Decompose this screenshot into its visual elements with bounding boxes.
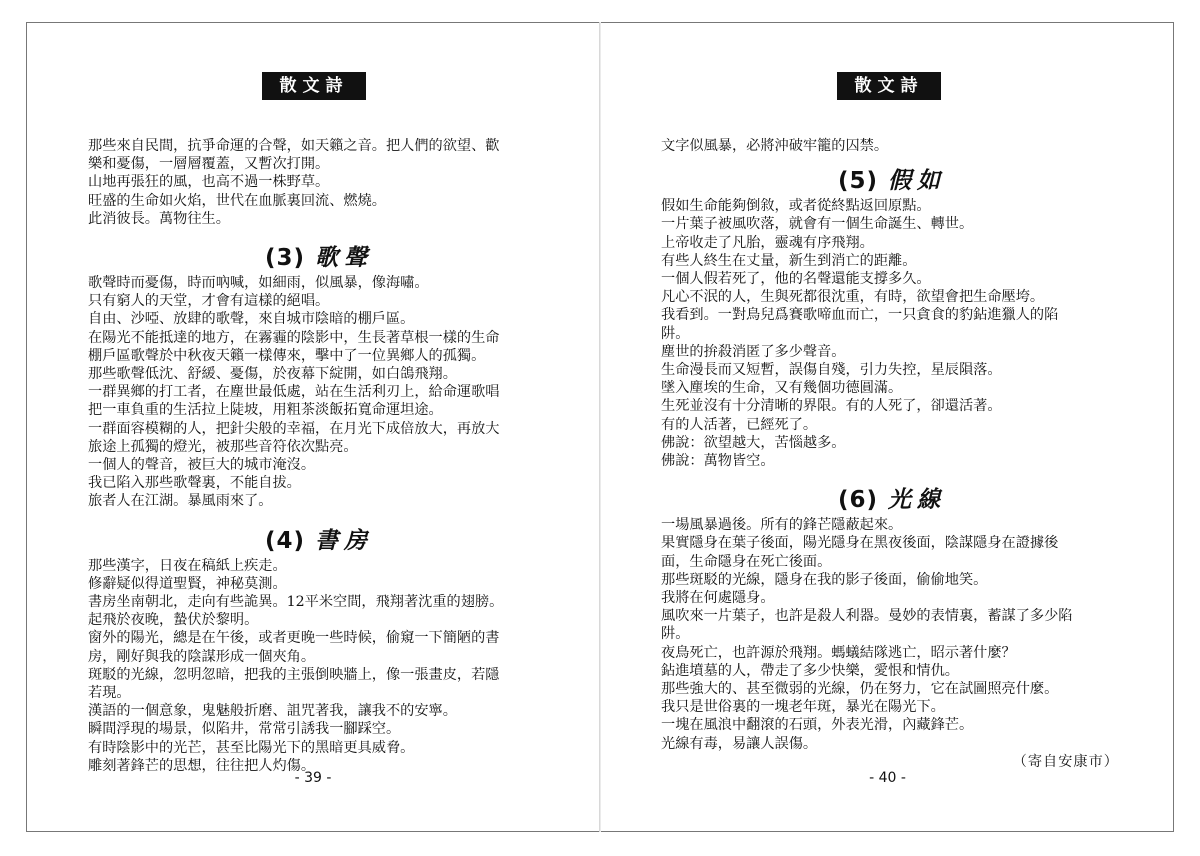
left-page-content xyxy=(88,137,550,775)
text-line: 塵世的拚殺消匿了多少聲音。 xyxy=(661,343,846,360)
text-line: 只有窮人的天堂，才會有這樣的絕唱。 xyxy=(88,293,330,310)
text-line: 旺盛的生命如火焰，世代在血脈裏回流、燃燒。 xyxy=(88,192,386,209)
text-line: 阱。 xyxy=(661,626,690,643)
text-line: 風吹來一片葉子，也許是殺人利器。曼妙的表情裏，蓄謀了多少陷 xyxy=(661,608,1073,625)
left-intro xyxy=(88,137,550,228)
poem-heading-5 xyxy=(661,167,1123,195)
text-line: 斑駁的光線，忽明忽暗，把我的主張倒映牆上，像一張畫皮，若隱 xyxy=(88,666,500,683)
poem-heading-4 xyxy=(88,527,550,555)
text-line: 瞬間浮現的場景，似陷井，常常引誘我一腳踩空。 xyxy=(88,721,401,738)
poem-heading-3 xyxy=(88,244,550,272)
text-line: 假如生命能夠倒敘，或者從終點返回原點。 xyxy=(661,198,931,215)
text-line: 文字似風暴，必將沖破牢籠的囚禁。 xyxy=(661,138,889,154)
text-line: 窗外的陽光，總是在午後，或者更晚一些時候，偷窺一下簡陋的書 xyxy=(88,630,500,647)
text-line: 那些漢字，日夜在稿紙上疾走。 xyxy=(88,557,287,574)
text-line: 阱。 xyxy=(661,325,690,342)
text-line: 一片葉子被風吹落，就會有一個生命誕生、轉世。 xyxy=(661,216,974,233)
text-line: 上帝收走了凡胎，靈魂有序飛翔。 xyxy=(661,234,874,251)
text-line: 在陽光不能抵達的地方，在霧霾的陰影中，生長著草根一樣的生命 xyxy=(88,329,500,346)
page-number: - 39 - xyxy=(294,770,332,786)
page-number: - 40 - xyxy=(869,770,906,786)
poem-title: 假如 xyxy=(888,167,947,195)
text-line: 面，生命隱身在死亡後面。 xyxy=(661,553,832,570)
poem-number: (6) xyxy=(837,487,879,514)
text-line: 那些來自民間，抗爭命運的合聲，如天籟之音。把人們的欲望、歡 xyxy=(88,138,500,154)
section-header-label: 散文詩 xyxy=(262,72,366,100)
poem-title: 歌聲 xyxy=(315,244,374,272)
text-line: 自由、沙啞、放肆的歌聲，來自城市陰暗的棚戶區。 xyxy=(88,311,415,328)
poem-title: 光線 xyxy=(888,486,947,514)
text-line: 有些人終生在丈量，新生到消亡的距離。 xyxy=(661,252,917,269)
text-line: 鉆進墳墓的人，帶走了多少快樂，愛恨和情仇。 xyxy=(661,662,959,679)
text-line: 有時陰影中的光芒，甚至比陽光下的黑暗更具威脅。 xyxy=(88,739,415,756)
text-line: 果實隱身在葉子後面，陽光隱身在黑夜後面，陰謀隱身在證據後 xyxy=(661,535,1059,552)
text-line: 一群面容模糊的人，把針尖般的幸福，在月光下成倍放大，再放大 xyxy=(88,420,500,437)
poem-number: (3) xyxy=(264,245,306,272)
text-line: 我只是世俗裏的一塊老年斑，暴光在陽光下。 xyxy=(661,699,945,716)
section-header-label: 散文詩 xyxy=(837,72,941,100)
text-line: 此消彼長。萬物往生。 xyxy=(88,210,230,227)
text-line: 修辭疑似得道聖賢，神秘莫測。 xyxy=(88,575,287,592)
text-line: 佛說：萬物皆空。 xyxy=(661,453,775,470)
author-location-signoff: （寄自安康市） xyxy=(1012,753,1119,770)
text-line: 夜鳥死亡，也許源於飛翔。螞蟻結隊逃亡，昭示著什麼？ xyxy=(661,644,1016,661)
text-line: 旅者人在江湖。暴風雨來了。 xyxy=(88,493,273,510)
text-line: 一場風暴過後。所有的鋒芒隱蔽起來。 xyxy=(661,517,903,534)
text-line: 起飛於夜晚，蟄伏於黎明。 xyxy=(88,612,259,629)
text-line: 旅途上孤獨的燈光，被那些音符依次點亮。 xyxy=(88,438,358,455)
text-line: 有的人活著，已經死了。 xyxy=(661,416,818,433)
poem-title: 書房 xyxy=(315,526,374,554)
text-line: 一個人假若死了，他的名聲還能支撐多久。 xyxy=(661,271,931,288)
poem-number: (5) xyxy=(837,168,879,195)
poem-body-6 xyxy=(661,516,1123,753)
text-line: 山地再張狂的風，也高不過一株野草。 xyxy=(88,174,330,191)
poem-body-5 xyxy=(661,197,1123,470)
text-line: 佛說：欲望越大，苦惱越多。 xyxy=(661,434,846,451)
right-intro xyxy=(661,137,1123,155)
text-line: 一群異鄉的打工者，在塵世最低處，站在生活利刃上，給命運歌唱 xyxy=(88,384,500,401)
text-line: 凡心不泯的人，生與死都很沈重，有時，欲望會把生命壓垮。 xyxy=(661,289,1045,306)
left-page xyxy=(26,22,600,832)
text-line: 那些強大的、甚至微弱的光線，仍在努力，它在試圖照亮什麼。 xyxy=(661,681,1059,698)
text-line: 一個人的聲音，被巨大的城市淹沒。 xyxy=(88,457,316,474)
right-page-content xyxy=(661,137,1123,771)
text-line: 我看到。一對鳥兒爲賽歌啼血而亡，一只貪食的豹鉆進獵人的陷 xyxy=(661,307,1059,324)
text-line: 生死並沒有十分清晰的界限。有的人死了，卻還活著。 xyxy=(661,398,1002,415)
text-line: 生命漫長而又短暫，誤傷自殘，引力失控，星辰隕落。 xyxy=(661,362,1002,379)
poem-number: (4) xyxy=(264,527,306,554)
poem-heading-6 xyxy=(661,486,1123,514)
text-line: 那些歌聲低沈、舒緩、憂傷，於夜幕下綻開，如白鴿飛翔。 xyxy=(88,366,457,383)
text-line: 歌聲時而憂傷，時而吶喊，如細雨，似風暴，像海嘯。 xyxy=(88,275,429,292)
poem-body-3 xyxy=(88,274,550,511)
right-page xyxy=(601,22,1174,832)
text-line: 雕刻著鋒芒的思想，往往把人灼傷。 xyxy=(88,757,316,774)
text-line: 我將在何處隱身。 xyxy=(661,590,775,607)
text-line: 一塊在風浪中翻滾的石頭，外表光滑，內藏鋒芒。 xyxy=(661,717,974,734)
text-line: 書房坐南朝北，走向有些詭異。12平米空間，飛翔著沈重的翅膀。 xyxy=(88,594,504,611)
text-line: 房，剛好與我的陰謀形成一個夾角。 xyxy=(88,648,316,665)
text-line: 把一車負重的生活拉上陡坡，用粗茶淡飯拓寬命運坦途。 xyxy=(88,402,443,419)
text-line: 墜入塵埃的生命，又有幾個功德圓滿。 xyxy=(661,380,903,397)
text-line: 光線有毒，易讓人誤傷。 xyxy=(661,735,818,752)
text-line: 棚戶區歌聲於中秋夜天籟一樣傳來，擊中了一位異鄉人的孤獨。 xyxy=(88,347,486,364)
text-line: 若現。 xyxy=(88,685,131,702)
poem-body-4 xyxy=(88,557,550,775)
text-line: 那些斑駁的光線，隱身在我的影子後面，偷偷地笑。 xyxy=(661,571,988,588)
text-line: 樂和憂傷，一層層覆蓋，又暫次打開。 xyxy=(88,156,330,173)
text-line: 我已陷入那些歌聲裏，不能自拔。 xyxy=(88,475,301,492)
text-line: 漢語的一個意象，鬼魅般折磨、詛咒著我，讓我不的安寧。 xyxy=(88,703,457,720)
